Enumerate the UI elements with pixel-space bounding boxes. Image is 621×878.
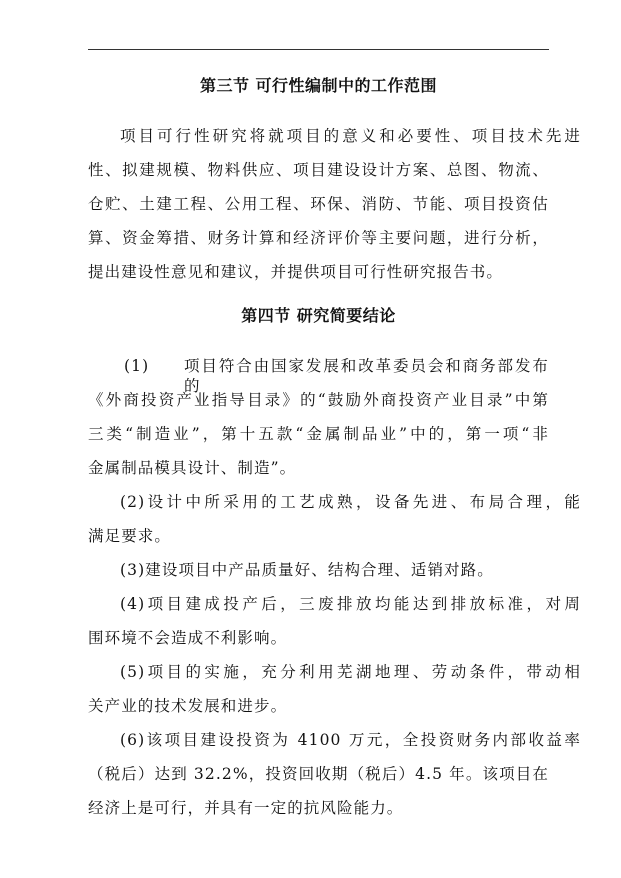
item-1-line-4: 金属制品模具设计、制造”。: [88, 459, 297, 477]
header-rule: [88, 49, 549, 50]
item-5-line-2: 关产业的技术发展和进步。: [88, 697, 288, 715]
item-2-line-1: (2)设计中所采用的工艺成熟，设备先进、布局合理，能: [120, 493, 581, 511]
item-3-line-1: (3)建设项目中产品质量好、结构合理、适销对路。: [120, 561, 494, 579]
item-4-line-1: (4)项目建成投产后，三废排放均能达到排放标准，对周: [120, 595, 581, 613]
item-1-text: 项目符合由国家发展和改革委员会和商务部发布的: [184, 357, 549, 395]
item-5-line-1: (5)项目的实施，充分利用芜湖地理、劳动条件，带动相: [120, 663, 581, 681]
item-6-line-3: 经济上是可行，并具有一定的抗风险能力。: [88, 799, 404, 817]
s3-line-4: 算、资金筹措、财务计算和经济评价等主要问题，进行分析，: [88, 229, 549, 247]
item-2-line-2: 满足要求。: [88, 527, 172, 545]
item-1-line-2: 《外商投资产业指导目录》的“鼓励外商投资产业目录”中第: [88, 391, 549, 409]
section-4-title: 第四节 研究简要结论: [241, 306, 396, 325]
section-3-title: 第三节 可行性编制中的工作范围: [199, 76, 438, 95]
item-1-number: (1): [124, 357, 150, 375]
s3-line-5: 提出建设性意见和建议，并提供项目可行性研究报告书。: [88, 263, 504, 281]
item-6-line-2: （税后）达到 32.2%，投资回收期（税后）4.5 年。该项目在: [88, 765, 549, 783]
s3-line-1: 项目可行性研究将就项目的意义和必要性、项目技术先进: [120, 127, 581, 145]
item-4-line-2: 围环境不会造成不利影响。: [88, 629, 288, 647]
item-6-line-1: (6)该项目建设投资为 4100 万元，全投资财务内部收益率: [120, 731, 581, 749]
item-1-line-3: 三类“制造业”，第十五款“金属制品业”中的，第一项“非: [88, 425, 549, 443]
s3-line-2: 性、拟建规模、物料供应、项目建设设计方案、总图、物流、: [88, 161, 549, 179]
s3-line-3: 仓贮、土建工程、公用工程、环保、消防、节能、项目投资估: [88, 195, 549, 213]
